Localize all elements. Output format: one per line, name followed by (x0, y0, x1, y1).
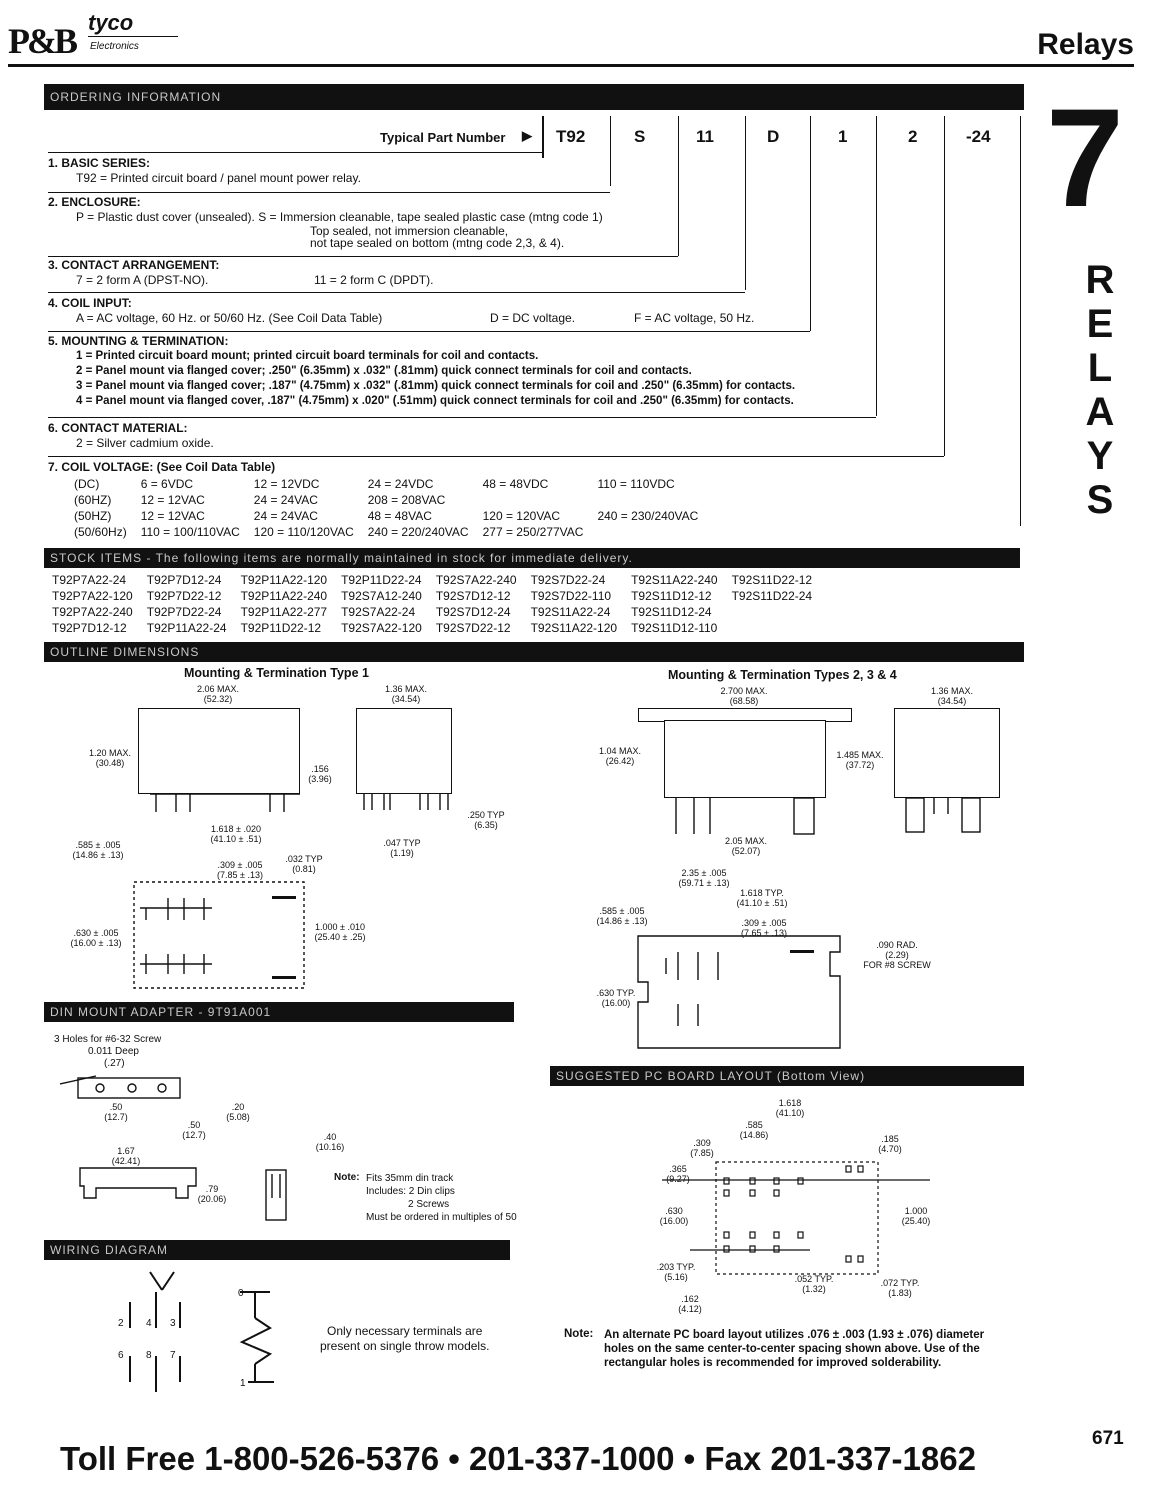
din-note-label: Note: (334, 1172, 360, 1183)
wiring-term-3: 3 (170, 1318, 176, 1329)
coil-voltage-cell: 110 = 110VDC (597, 477, 675, 491)
pcb-162-label: .162 (4.12) (678, 1294, 702, 1314)
type234-title: Mounting & Termination Types 2, 3 & 4 (668, 668, 897, 682)
stock-item (732, 620, 827, 636)
coil-voltage-cell: 110 = 100/110VAC (140, 525, 240, 539)
stock-item: T92P7D12-12 (52, 621, 127, 635)
stock-item: T92S7A22-24 (341, 605, 416, 619)
part-divider (542, 116, 544, 158)
t2-205-label: 2.05 MAX. (52.07) (724, 836, 768, 856)
stock-item: T92S7A22-120 (341, 621, 422, 635)
stock-item: T92P7A22-240 (52, 605, 133, 619)
stock-item: T92P11A22-120 (240, 573, 328, 587)
tyco-logo: tyco (88, 10, 134, 35)
section-line: 2 = Panel mount via flanged cover; .250" (6.35mm) x .032" (.81mm) quick connect terminals for coil and contacts. (76, 365, 692, 377)
section-rule (48, 417, 876, 418)
coil-voltage-cell: 277 = 250/277VAC (482, 525, 584, 539)
section-heading: 3. CONTACT ARRANGEMENT: (48, 258, 220, 272)
section-line: D = DC voltage. (490, 311, 576, 325)
coil-voltage-cell: 240 = 230/240VAC (597, 509, 699, 523)
t1-width-label: 2.06 MAX. (52.32) (196, 684, 240, 704)
section-line: 11 = 2 form C (DPDT). (314, 273, 434, 287)
t1-047-label: .047 TYP (1.19) (383, 838, 421, 858)
coil-voltage-row (74, 476, 726, 492)
din-bar: DIN MOUNT ADAPTER - 9T91A001 (44, 1002, 514, 1022)
coil-voltage-cell: (60HZ) (74, 493, 112, 507)
pcb-630-label: .630 (16.00) (659, 1206, 689, 1226)
wiring-term-6: 6 (118, 1350, 124, 1361)
part-code-voltage: -24 (966, 127, 991, 146)
din-deep-mm-label: (.27) (104, 1058, 125, 1069)
section-basic-series (48, 156, 948, 186)
pcb-052-label: .052 TYP. (1.32) (794, 1274, 834, 1294)
section-rule (48, 256, 678, 257)
stock-item: T92S11A22-120 (530, 621, 618, 635)
pcb-585-label: .585 (14.86) (739, 1120, 769, 1140)
part-divider (1020, 116, 1021, 526)
stock-item: T92S11A22-240 (631, 573, 718, 587)
coil-voltage-cell: 24 = 24VAC (253, 493, 318, 507)
wiring-bar: WIRING DIAGRAM (44, 1240, 510, 1260)
pcb-309-label: .309 (7.85) (690, 1138, 714, 1158)
coil-voltage-cell (597, 492, 712, 508)
stock-item: T92S11D22-24 (731, 589, 813, 603)
side-letter-l: L (1087, 346, 1113, 390)
section-line: P = Plastic dust cover (unsealed). S = Immersion cleanable, tape sealed plastic case (mtng code 1) (76, 210, 603, 224)
coil-voltage-cell: 48 = 48VDC (482, 477, 549, 491)
din-deep-label: 0.011 Deep (88, 1046, 139, 1057)
section-rule (48, 192, 610, 193)
t2-309-label: .309 ± .005 (7.65 ± .13) (741, 918, 787, 938)
coil-voltage-cell: 12 = 12VDC (253, 477, 320, 491)
pb-logo: P&B (8, 21, 75, 61)
coil-voltage-cell: 12 = 12VAC (140, 493, 205, 507)
t1-1000-label: 1.000 ± .010 (25.40 ± .25) (314, 922, 366, 942)
wiring-diagram-drawing (110, 1262, 300, 1412)
section-heading: 6. CONTACT MATERIAL: (48, 421, 188, 435)
pcb-note: An alternate PC board layout utilizes .076 ± .003 (1.93 ± .076) diameter holes on the same center-to-center spacing shown above. Use of the rectangular holes is recommended for improved solderability. (604, 1329, 985, 1369)
ordering-bar: ORDERING INFORMATION (44, 84, 1024, 110)
side-letter-e: E (1086, 302, 1114, 346)
part-code-series: T92 (556, 127, 586, 146)
section-rule (48, 456, 944, 457)
pcb-note-label: Note: (564, 1328, 594, 1340)
section-enclosure (48, 195, 948, 249)
wiring-term-7: 7 (170, 1350, 176, 1361)
wiring-term-4: 4 (146, 1318, 152, 1329)
t1-032-label: .032 TYP (0.81) (285, 854, 323, 874)
section-rule (48, 292, 745, 293)
coil-voltage-cell: 12 = 12VAC (140, 509, 205, 523)
section-heading: 2. ENCLOSURE: (48, 195, 141, 209)
stock-item: T92P11A22-277 (240, 605, 328, 619)
t1-width2-label: 1.36 MAX. (34.54) (384, 684, 428, 704)
din-20-label: .20 (5.08) (226, 1102, 250, 1122)
coil-voltage-table (74, 476, 726, 540)
contact-line: Toll Free 1-800-526-5376 • 201-337-1000 • Fax 201-337-1862 (60, 1440, 976, 1477)
pcb-1618-label: 1.618 (41.10) (775, 1098, 805, 1118)
stock-item: T92S11D12-24 (631, 605, 712, 619)
coil-voltage-cell: (50/60Hz) (74, 525, 127, 539)
section-coil-input (48, 296, 948, 326)
part-code-enclosure: S (634, 127, 646, 146)
coil-voltage-cell (712, 508, 726, 524)
section-line: 1 = Printed circuit board mount; printed circuit board terminals for coil and contacts. (76, 350, 539, 362)
typical-arrow: ▶ (522, 128, 532, 143)
wiring-note: Only necessary terminals are present on single throw models. (320, 1324, 490, 1353)
stock-item: T92S7D22-12 (435, 621, 511, 635)
stock-item: T92S7A12-240 (341, 589, 422, 603)
din-40-label: .40 (10.16) (315, 1132, 345, 1152)
pcb-185-label: .185 (4.70) (878, 1134, 902, 1154)
t2-side-body (894, 708, 1000, 798)
t2-585-label: .585 ± .005 (14.86 ± .13) (596, 906, 648, 926)
section-number: 7 (1046, 79, 1124, 236)
t2-front-body (664, 720, 826, 798)
section-line: 7 = 2 form A (DPST-NO). (76, 273, 209, 287)
coil-voltage-cell (483, 492, 598, 508)
stock-item: T92P7A22-120 (52, 589, 133, 603)
part-code-coil-input: D (767, 127, 780, 146)
stock-item: T92P11A22-24 (146, 621, 227, 635)
stock-row (52, 588, 826, 604)
stock-item: T92P7D12-24 (146, 573, 222, 587)
stock-item: T92S7D12-12 (435, 589, 511, 603)
pcb-203-label: .203 TYP. (5.16) (656, 1262, 696, 1282)
stock-item: T92S11D12-12 (631, 589, 712, 603)
section-line: A = AC voltage, 60 Hz. or 50/60 Hz. (See Coil Data Table) (76, 311, 383, 325)
outline-bar: OUTLINE DIMENSIONS (44, 642, 1024, 662)
t1-585-label: .585 ± .005 (14.86 ± .13) (72, 840, 124, 860)
section-heading: 4. COIL INPUT: (48, 296, 132, 310)
coil-voltage-cell: 24 = 24VAC (253, 509, 318, 523)
type1-title: Mounting & Termination Type 1 (184, 666, 369, 680)
stock-item: T92P11D22-24 (341, 573, 422, 587)
din-note: Fits 35mm din track Includes: 2 Din clips 2 Screws Must be ordered in multiples of 50 (366, 1173, 517, 1223)
pcb-072-label: .072 TYP. (1.83) (880, 1278, 920, 1298)
stock-item: T92S11D22-12 (731, 573, 813, 587)
part-code-material: 2 (908, 127, 918, 146)
coil-voltage-cell: 120 = 110/120VAC (253, 525, 354, 539)
t1-1618-label: 1.618 ± .020 (41.10 ± .51) (210, 824, 262, 844)
stock-item (732, 604, 827, 620)
logo-rule (88, 36, 178, 37)
coil-voltage-cell: 240 = 220/240VAC (367, 525, 469, 539)
stock-item: T92S7D12-24 (435, 605, 511, 619)
coil-voltage-cell: 48 = 48VAC (367, 509, 432, 523)
stock-item: T92P7D22-24 (146, 605, 222, 619)
section-line: T92 = Printed circuit board / panel mount power relay. (76, 171, 361, 185)
wiring-term-8: 8 (146, 1350, 152, 1361)
section-line: Top sealed, not immersion cleanable, (310, 224, 509, 238)
stock-item: T92S7D22-110 (530, 589, 612, 603)
stock-item: T92S11D12-110 (631, 621, 718, 635)
section-contact-arrangement (48, 258, 948, 288)
pcb-bar: SUGGESTED PC BOARD LAYOUT (Bottom View) (550, 1066, 1024, 1086)
din-167-label: 1.67 (42.41) (111, 1146, 141, 1166)
coil-voltage-row (74, 524, 726, 540)
din-50b-label: .50 (12.7) (182, 1120, 206, 1140)
coil-voltage-row (74, 492, 726, 508)
coil-voltage-cell (712, 492, 726, 508)
t2-height-label: 1.04 MAX. (26.42) (598, 746, 642, 766)
page-number: 671 (1092, 1428, 1124, 1449)
stock-item: T92P7D22-12 (146, 589, 222, 603)
stock-item: T92P11A22-240 (240, 589, 328, 603)
section-coil-voltage (48, 460, 948, 475)
page-title: Relays (1037, 28, 1134, 61)
t2-rad-label: .090 RAD. (2.29) FOR #8 SCREW (863, 940, 931, 970)
header-rule (8, 64, 1134, 67)
wiring-term-2: 2 (118, 1318, 124, 1329)
section-line: 2 = Silver cadmium oxide. (76, 436, 214, 450)
stock-item: T92S11A22-24 (530, 605, 611, 619)
stock-item: T92P7A22-24 (52, 573, 127, 587)
stock-item: T92S7D22-24 (530, 573, 606, 587)
coil-voltage-row (74, 508, 726, 524)
t2-width2-label: 1.36 MAX. (34.54) (930, 686, 974, 706)
section-heading: 1. BASIC SERIES: (48, 156, 151, 170)
section-heading: 7. COIL VOLTAGE: (See Coil Data Table) (48, 460, 276, 474)
side-letter-a: A (1085, 390, 1115, 434)
part-code-contact: 11 (696, 127, 714, 146)
section-line: 3 = Panel mount via flanged cover; .187" (4.75mm) x .032" (.81mm) quick connect terminals for coil and .250" (6.35mm) for contacts. (76, 380, 796, 392)
t2-630-label: .630 TYP. (16.00) (596, 988, 636, 1008)
t2-1618-label: 1.618 TYP. (41.10 ± .51) (736, 888, 788, 908)
stock-row (52, 604, 826, 620)
din-79-label: .79 (20.06) (197, 1184, 227, 1204)
coil-voltage-cell: 120 = 120VAC (482, 509, 561, 523)
pcb-365-label: .365 (9.27) (666, 1164, 690, 1184)
stock-item: T92S7A22-240 (435, 573, 517, 587)
side-letter-s: S (1086, 478, 1114, 522)
wiring-term-0: 0 (238, 1288, 244, 1299)
section-rule (48, 152, 542, 153)
section-line: F = AC voltage, 50 Hz. (634, 311, 755, 325)
electronics-logo: Electronics (90, 41, 139, 52)
t2-height2-label: 1.485 MAX. (37.72) (836, 750, 884, 770)
t1-630-label: .630 ± .005 (16.00 ± .13) (70, 928, 122, 948)
side-letter-r: R (1085, 258, 1115, 302)
side-letter-y: Y (1086, 434, 1114, 478)
stock-item: T92P11D22-12 (240, 621, 322, 635)
coil-voltage-cell: 24 = 24VDC (367, 477, 434, 491)
wiring-term-1: 1 (240, 1378, 246, 1389)
t2-235-label: 2.35 ± .005 (59.71 ± .13) (678, 868, 730, 888)
section-contact-material (48, 421, 948, 451)
coil-voltage-cell: 6 = 6VDC (140, 477, 194, 491)
stock-table (52, 572, 826, 636)
stock-row (52, 620, 826, 636)
stock-bar: STOCK ITEMS - The following items are normally maintained in stock for immediate delivery. (44, 548, 1020, 568)
coil-voltage-cell (597, 524, 712, 540)
pcb-1000-label: 1.000 (25.40) (901, 1206, 931, 1226)
coil-voltage-cell (712, 524, 726, 540)
coil-voltage-cell: (DC) (74, 477, 100, 491)
stock-row (52, 572, 826, 588)
t2-width-label: 2.700 MAX. (68.58) (720, 686, 768, 706)
t1-250-label: .250 TYP (6.35) (467, 810, 505, 830)
din-adapter-drawing (60, 1070, 340, 1230)
section-mounting (48, 334, 948, 409)
section-line: not tape sealed on bottom (mtng code 2,3, & 4). (310, 236, 565, 250)
coil-voltage-cell (712, 476, 726, 492)
t1-height-label: 1.20 MAX. (30.48) (88, 748, 132, 768)
coil-voltage-cell: 208 = 208VAC (367, 493, 446, 507)
din-holes-label: 3 Holes for #6-32 Screw (54, 1034, 162, 1045)
part-code-mounting: 1 (838, 127, 848, 146)
din-50-label: .50 (12.7) (104, 1102, 128, 1122)
section-rule (48, 331, 810, 332)
section-line: 4 = Panel mount via flanged cover, .187" (4.75mm) x .020" (.51mm) quick connect terminals for coil and .250" (6.35mm) for contacts. (76, 395, 794, 407)
typical-part-label: Typical Part Number (380, 130, 506, 145)
coil-voltage-cell: (50HZ) (74, 509, 112, 523)
t1-pin-label: .156 (3.96) (308, 764, 332, 784)
section-heading: 5. MOUNTING & TERMINATION: (48, 334, 229, 348)
t1-309-label: .309 ± .005 (7.85 ± .13) (217, 860, 263, 880)
